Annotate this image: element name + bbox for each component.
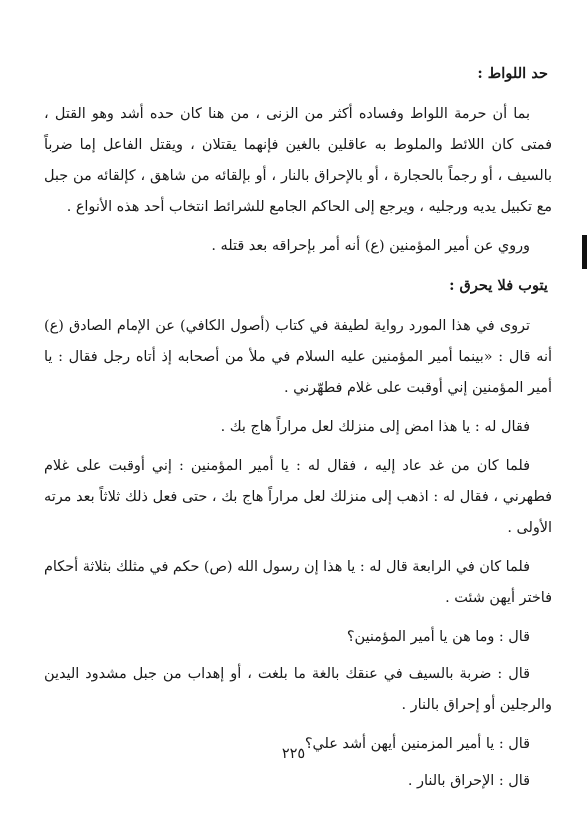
paragraph-story-3: فلما كان من غد عاد إليه ، فقال له : يا أمير المؤمنين : إني أوقبت على غلام فطهرني ، فقال له : اذهب إلى منزلك لعل مراراً هاج بك ، حتى فعل ذلك ثلاثاً بعد مرته الأولى . [44,458,552,536]
paragraph-narration-burning: وروي عن أمير المؤمنين (ع) أنه أمر بإحراقه بعد قتله . [211,238,530,254]
section-heading-repents: يتوب فلا يحرق : [449,277,548,294]
paragraph-story-4: فلما كان في الرابعة قال له : يا هذا إن رسول الله (ص) حكم في مثلك بثلاثة أحكام فاختر أيهن شئت . [44,559,552,606]
paragraph-story-1: تروى في هذا المورد رواية لطيفة في كتاب (أصول الكافي) عن الإمام الصادق (ع) أنه قال : «بينما أمير المؤمنين عليه السلام في ملأ من أصحابه إذ أتاه رجل فقال : يا أمير المؤمنين إني أوقبت على غلام فطهّرني . [44,318,552,396]
paragraph-story-7: قال : يا أمير المزمنين أيهن أشد علي؟ [304,736,530,752]
section-heading-liwat-punishment: حد اللواط : [477,65,548,82]
paragraph-story-2: فقال له : يا هذا امض إلى منزلك لعل مراراً هاج بك . [220,419,530,435]
paragraph-punishment-ruling: بما أن حرمة اللواط وفساده أكثر من الزنى ، من هنا كان حده أشد وهو القتل ، فمتى كان اللائط والملوط به عاقلين بالغين فإنهما يقتلان ، ويقتل الفاعل إما ضرباً بالسيف ، أو رجماً بالحجارة ، أو بالإحراق بالنار ، أو بإلقائه من شاهق ، كإلقائه من جبل مع تكبيل يديه ورجليه ، ويرجع إلى الحاكم الجامع للشرائط انتخاب أحد هذه الأنواع . [44,106,552,215]
paragraph-story-8: قال : الإحراق بالنار . [407,773,530,789]
paragraph-story-6: قال : ضربة بالسيف في عنقك بالغة ما بلغت ، أو إهداب من جبل مشدود اليدين والرجلين أو إحراق بالنار . [44,666,552,713]
page-number: ٢٢٥ [281,746,306,762]
paragraph-story-5: قال : وما هن يا أمير المؤمنين؟ [346,629,530,645]
page-edge-tab [582,235,587,269]
book-page [44,58,552,803]
